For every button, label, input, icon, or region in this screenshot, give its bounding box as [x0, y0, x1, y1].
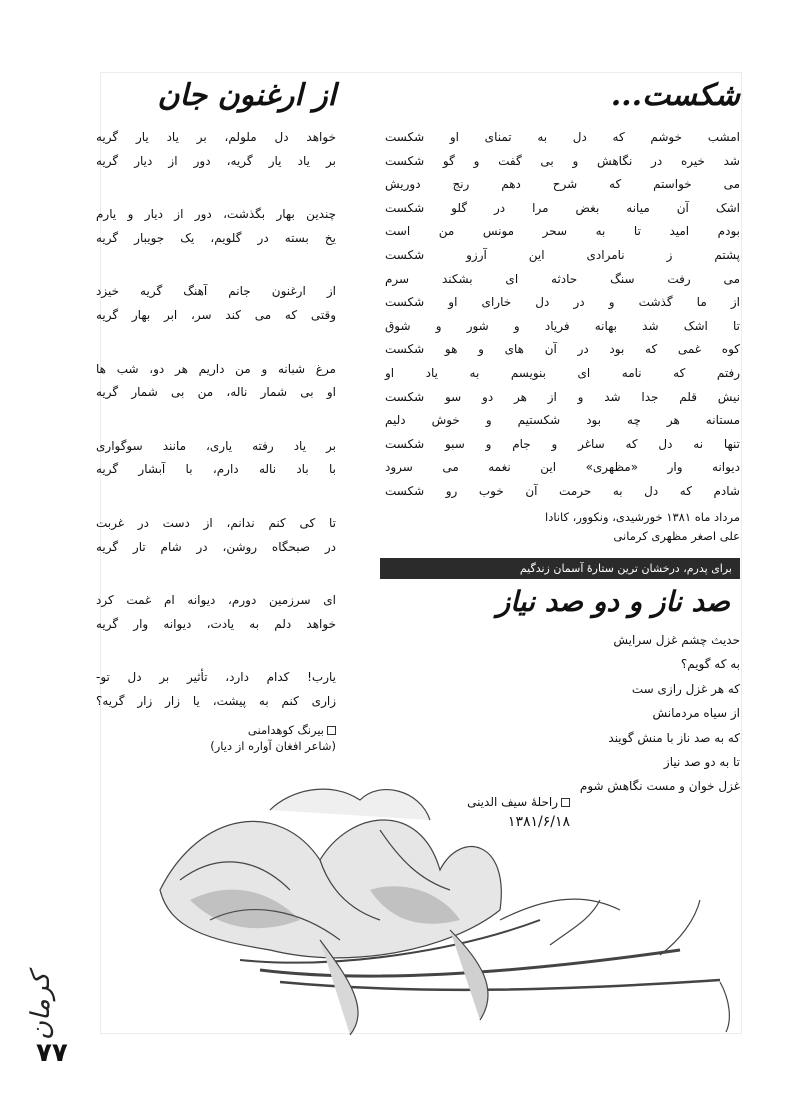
- poem-line: مستانه هر چه بود شکستیم و خوش دلیم: [385, 413, 740, 428]
- poem-line: با باد ناله دارم، با آبشار گریه: [96, 462, 336, 477]
- poem-line: مرغ شبانه و من داریم هر دو، شب ها: [96, 361, 336, 376]
- poem-right-author: علی اصغر مظهری کرمانی: [613, 528, 740, 543]
- poem-line: بر یاد رفته یاری، مانند سوگواری: [96, 438, 336, 453]
- poem-line: شد خیره در نگاهش و بی گفت و گو شکست: [385, 153, 740, 168]
- poem-line: تا کی کنم ندانم، از دست در غربت: [96, 515, 336, 530]
- poem-right-date-place: مرداد ماه ۱۳۸۱ خورشیدی، ونکوور، کانادا: [545, 509, 740, 524]
- poem-line: یخ بسته در گلویم، یک جویبار گریه: [96, 230, 336, 245]
- poem-line: که به صد ناز با منش گویند: [608, 730, 740, 745]
- poem-line: در صبحگاه روشن، در شام تار گریه: [96, 539, 336, 554]
- poem-stanza: [96, 589, 336, 636]
- poem-line: غزل خوان و مست نگاهش شوم: [579, 779, 740, 794]
- poem-line: بر یاد یار گریه، دور از دیار گریه: [96, 153, 336, 168]
- poem-line: چندین بهار بگذشت، دور از دیار و یارم: [96, 207, 336, 222]
- flower-illustration: [120, 770, 740, 1040]
- poem-line: زاری کنم به پیشت، یا زار زار گریه؟: [96, 693, 336, 708]
- poem-line: می خواستم که شرح دهم رنج دوریش: [385, 177, 740, 192]
- poem-line: خواهد دلم به یادت، دیوانه وار گریه: [96, 616, 336, 631]
- poem-line: یارب! کدام دارد، تأثیر بر دل تو-: [96, 670, 336, 685]
- poem-line: شادم که دل به حرمت آن خوب رو شکست: [385, 483, 740, 498]
- checkbox-square-icon: [327, 726, 336, 735]
- poem-left: [96, 78, 336, 756]
- poem-right-title: شکست...: [610, 78, 740, 113]
- poem-line: بودم امید تا به سحر مونس من است: [385, 224, 740, 239]
- poem-line: اشک آن میانه بغض مرا در گلو شکست: [385, 200, 740, 215]
- poem-stanza: [96, 126, 336, 173]
- poem-three-author: راحلهٔ سیف الدینی: [467, 795, 558, 809]
- poem-line: تا به دو صد نیاز: [663, 755, 740, 770]
- poem-line: از سیاه مردمانش: [652, 706, 740, 721]
- dedication-banner: برای پدرم، درخشان ترین ستارهٔ آسمان زندگیم: [380, 558, 740, 579]
- poem-line: تنها نه دل که ساغر و جام و سبو شکست: [385, 436, 740, 451]
- poem-line: خواهد دل ملولم، بر یاد یار گریه: [96, 130, 336, 144]
- poem-stanza: [96, 203, 336, 250]
- poem-stanza: [96, 435, 336, 482]
- poem-left-author: بیرنگ کوهدامنی: [247, 722, 324, 737]
- poem-line: نیش قلم جدا شد و از هر دو سو شکست: [385, 389, 740, 404]
- poem-stanza: [96, 666, 336, 713]
- poem-stanza: [96, 358, 336, 405]
- poem-line: امشب خوشم که دل به تمنای او شکست: [385, 130, 740, 144]
- poem-stanza: [96, 280, 336, 327]
- poem-line: ای سرزمین دورم، دیوانه ام غمت کرد: [96, 593, 336, 608]
- poem-line: که هر غزل رازی ست: [631, 681, 740, 696]
- poem-three-title: صد ناز و دو صد نیاز: [496, 585, 730, 618]
- poem-line: وقتی که می کند سر، ابر بهار گریه: [96, 307, 336, 322]
- poem-left-stanzas: [96, 126, 336, 714]
- poem-line: می رفت سنگ حادثه ای بشکند سرم: [385, 271, 740, 286]
- poem-line: از ما گذشت و در دل خارای او شکست: [385, 295, 740, 310]
- poem-line: او بی شمار ناله، من بی شمار گریه: [96, 385, 336, 400]
- poem-line: از ارغنون جانم آهنگ گریه خیزد: [96, 284, 336, 299]
- poem-three-date: ۱۳۸۱/۶/۱۸: [507, 814, 570, 830]
- poem-line: پشتم ز نامرادی این آرزو شکست: [385, 247, 740, 262]
- poem-line: دیوانه وار «مظهری» این نغمه می سرود: [385, 460, 740, 475]
- magazine-logo: کرمان: [26, 972, 56, 1040]
- poem-right-lines: [380, 126, 740, 504]
- poem-line: کوه غمی که بود در آن های و هو شکست: [385, 342, 740, 357]
- page-number: ۷۷: [36, 1038, 68, 1068]
- poem-left-title: از ارغنون جان: [157, 78, 336, 113]
- poem-line: تا اشک شد بهانه فریاد و شور و شوق: [385, 318, 740, 333]
- poem-line: رفتم که نامه ای بنویسم به یاد او: [385, 365, 740, 380]
- poem-line: به که گویم؟: [680, 657, 740, 672]
- poem-left-author-note: (شاعر افغان آواره از دیار): [210, 738, 336, 753]
- poem-line: حدیث چشم غزل سرایش: [613, 633, 740, 647]
- poem-stanza: [96, 512, 336, 559]
- poem-right: [380, 78, 740, 546]
